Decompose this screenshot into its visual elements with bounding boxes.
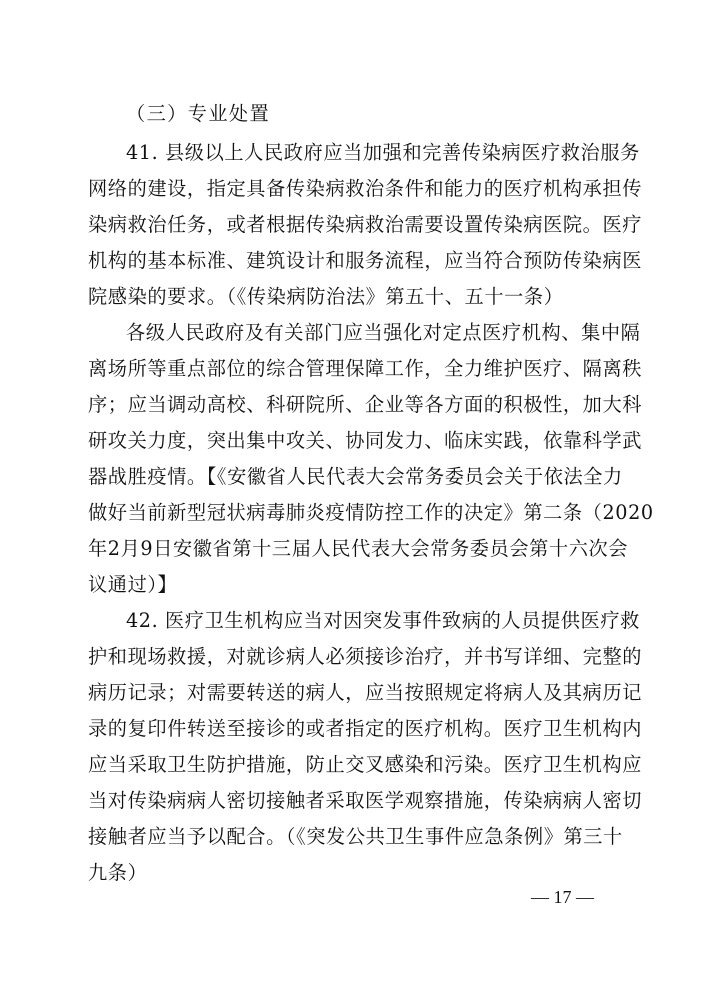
paragraph-line: 序；应当调动高校、科研院所、企业等各方面的积极性，加大科 (88, 393, 643, 416)
paragraph-line: 染病救治任务，或者根据传染病救治需要设置传染病医院。医疗 (88, 213, 643, 236)
paragraph-line: 网络的建设，指定具备传染病救治条件和能力的医疗机构承担传 (88, 177, 643, 200)
paragraph-line: 41. 县级以上人民政府应当加强和完善传染病医疗救治服务 (126, 141, 640, 164)
paragraph-line: 九条） (88, 861, 148, 884)
paragraph-line: 议通过）】 (88, 573, 178, 596)
paragraph-line: 离场所等重点部位的综合管理保障工作，全力维护医疗、隔离秩 (88, 357, 643, 380)
paragraph-line: 研攻关力度，突出集中攻关、协同发力、临床实践，依靠科学武 (88, 429, 643, 452)
paragraph-line: 录的复印件转送至接诊的或者指定的医疗机构。医疗卫生机构内 (88, 717, 643, 740)
paragraph-line: 做好当前新型冠状病毒肺炎疫情防控工作的决定》第二条（2020 (88, 501, 654, 524)
paragraph-line: 机构的基本标准、建筑设计和服务流程，应当符合预防传染病医 (88, 249, 643, 272)
section-heading: （三）专业处置 (126, 102, 271, 125)
paragraph-line: 器战胜疫情。【《安徽省人民代表大会常务委员会关于依法全力 (88, 465, 623, 488)
paragraph-line: 院感染的要求。（《传染病防治法》第五十、五十一条） (88, 285, 564, 308)
paragraph-line: 病历记录；对需要转送的病人，应当按照规定将病人及其病历记 (88, 681, 643, 704)
paragraph-line: 42. 医疗卫生机构应当对因突发事件致病的人员提供医疗救 (126, 609, 640, 632)
paragraph-line: 当对传染病病人密切接触者采取医学观察措施，传染病病人密切 (88, 789, 643, 812)
paragraph-line: 各级人民政府及有关部门应当强化对定点医疗机构、集中隔 (126, 321, 641, 344)
paragraph-line: 应当采取卫生防护措施，防止交叉感染和污染。医疗卫生机构应 (88, 753, 643, 776)
paragraph-line: 年2月9日安徽省第十三届人民代表大会常务委员会第十六次会 (88, 537, 629, 560)
paragraph-line: 护和现场救援，对就诊病人必须接诊治疗，并书写详细、完整的 (88, 645, 643, 668)
paragraph-line: 接触者应当予以配合。（《突发公共卫生事件应急条例》第三十 (88, 825, 623, 848)
page-number: — 17 — (531, 887, 594, 907)
